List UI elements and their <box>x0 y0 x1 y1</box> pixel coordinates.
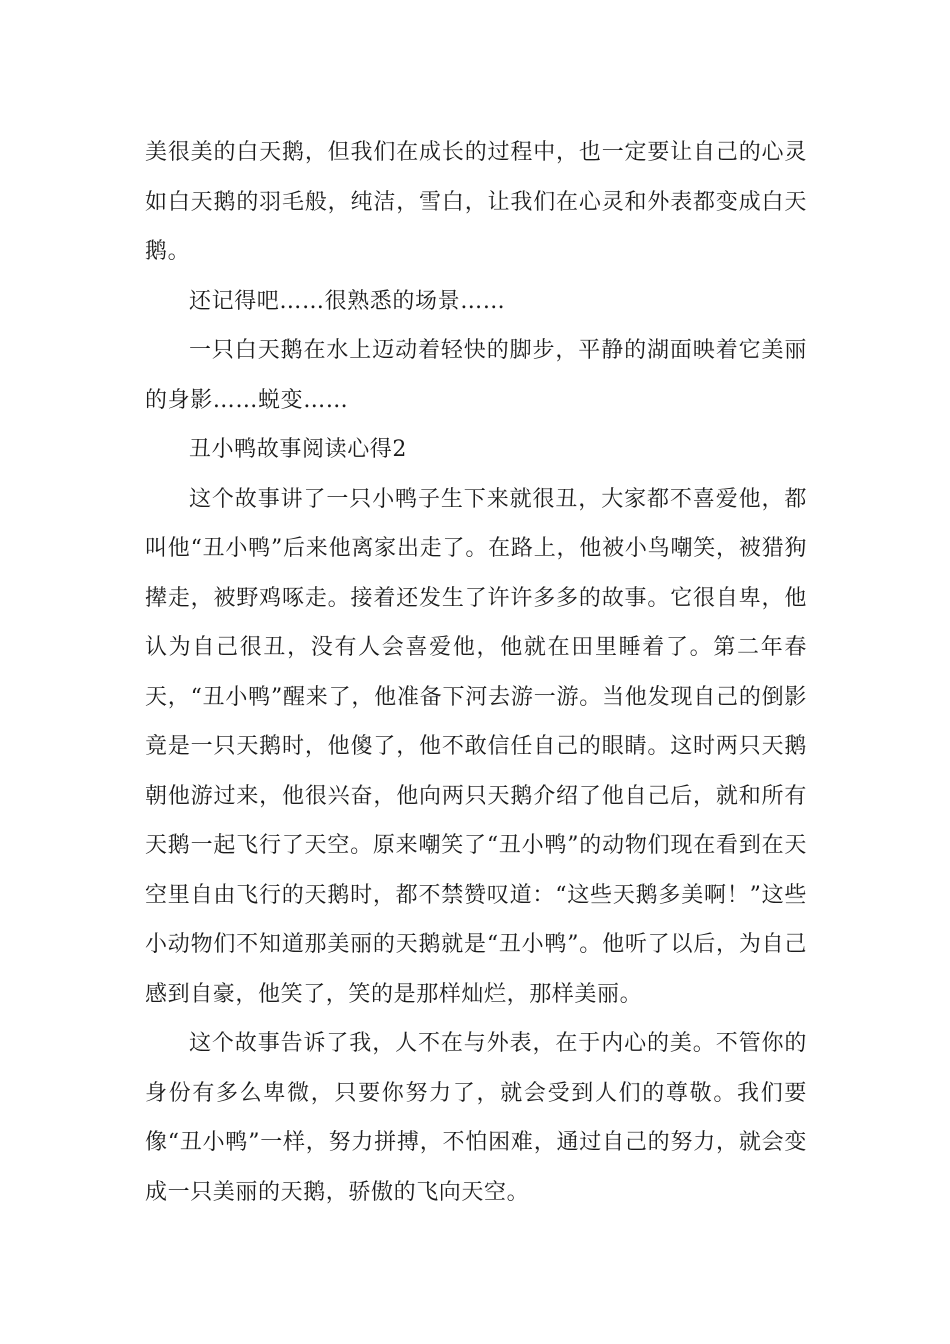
section-heading: 丑小鸭故事阅读心得2 <box>189 437 407 462</box>
paragraph-remember: 还记得吧……很熟悉的场景…… <box>189 288 506 314</box>
paragraph-swan-scene: 一只白天鹅在水上迈动着轻快的脚步，平静的湖面映着它美丽的身影……蜕变…… <box>145 338 807 413</box>
paragraph-story: 这个故事讲了一只小鸭子生下来就很丑，大家都不喜爱他，都叫他“丑小鸭”后来他离家出走了。在路上，他被小鸟嘲笑，被猎狗撵走，被野鸡啄走。接着还发生了许许多多的故事。它很自卑，他认为自己很丑，没有人会喜爱他，他就在田里睡着了。第二年春天，“丑小鸭”醒来了，他准备下河去游一游。当他发现自己的倒影竟是一只天鹅时，他傻了，他不敢信任自己的眼睛。这时两只天鹅朝他游过来，他很兴奋，他向两只天鹅介绍了他自己后，就和所有天鹅一起飞行了天空。原来嘲笑了“丑小鸭”的动物们现在看到在天空里自由飞行的天鹅时，都不禁赞叹道：“这些天鹅多美啊！”这些小动物们不知道那美丽的天鹅就是“丑小鸭”。他听了以后，为自己感到自豪，他笑了，笑的是那样灿烂，那样美丽。 <box>145 486 807 1007</box>
paragraph-continuation: 美很美的白天鹅，但我们在成长的过程中，也一定要让自己的心灵如白天鹅的羽毛般，纯洁，雪白，让我们在心灵和外表都变成白天鹅。 <box>145 140 807 264</box>
paragraph-lesson: 这个故事告诉了我，人不在与外表，在于内心的美。不管你的身份有多么卑微，只要你努力了，就会受到人们的尊敬。我们要像“丑小鸭”一样，努力拼搏，不怕困难，通过自己的努力，就会变成一只美丽的天鹅，骄傲的飞向天空。 <box>145 1031 807 1205</box>
document-body <box>145 128 807 1217</box>
